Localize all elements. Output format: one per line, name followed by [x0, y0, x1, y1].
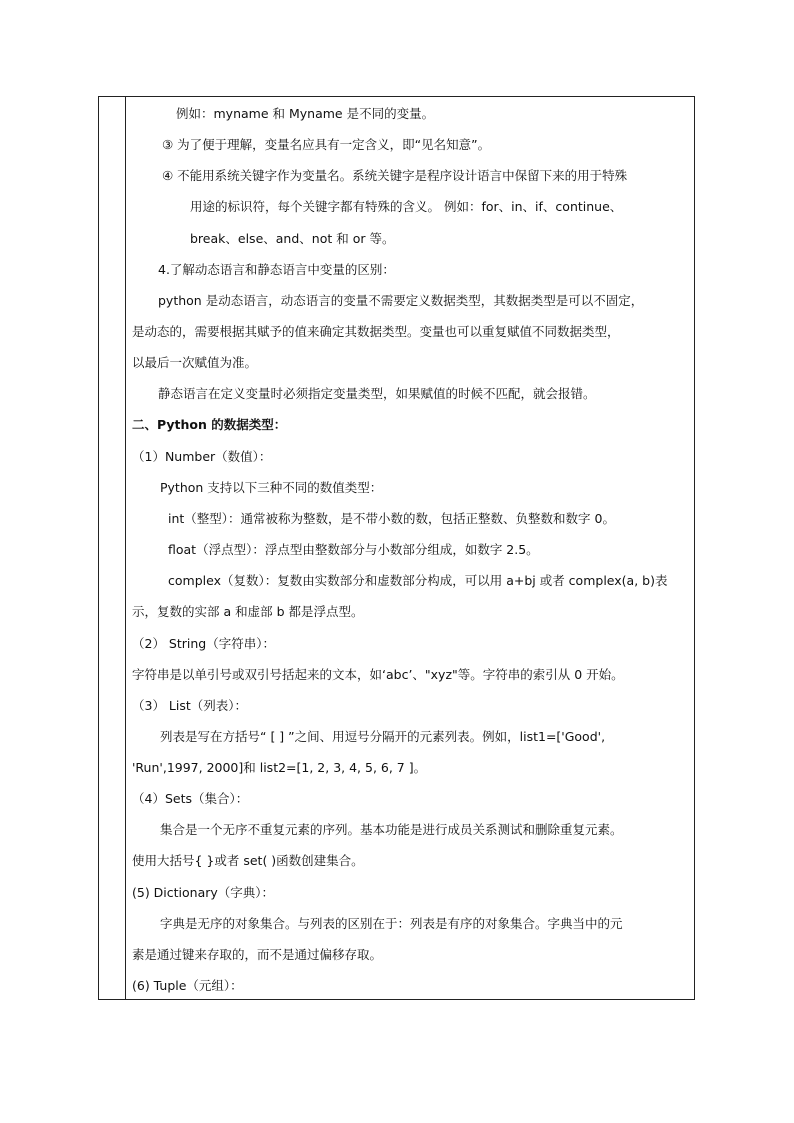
text-line: break、else、and、not 和 or 等。	[190, 231, 395, 246]
subsection-heading: (6) Tuple（元组）：	[132, 978, 243, 993]
subsection-heading: （2） String（字符串）：	[132, 636, 275, 651]
section-heading: 二、Python 的数据类型：	[132, 417, 287, 432]
text-line: 以最后一次赋值为准。	[132, 355, 258, 370]
text-line: complex（复数）：复数由实数部分和虚数部分构成，可以用 a+bj 或者 complex(a, b)表	[168, 573, 668, 588]
text-line: 是动态的，需要根据其赋予的值来确定其数据类型。变量也可以重复赋值不同数据类型，	[132, 324, 620, 339]
text-line: 使用大括号{ }或者 set( )函数创建集合。	[132, 853, 364, 868]
subsection-heading: (5) Dictionary（字典）：	[132, 885, 275, 900]
text-line: 示，复数的实部 a 和虚部 b 都是浮点型。	[132, 604, 364, 619]
text-line: ④ 不能用系统关键字作为变量名。系统关键字是程序设计语言中保留下来的用于特殊	[162, 168, 628, 183]
subsection-heading: （4）Sets（集合）：	[132, 791, 249, 806]
text-line: 字典是无序的对象集合。与列表的区别在于：列表是有序的对象集合。字典当中的元	[160, 916, 623, 931]
text-line: 字符串是以单引号或双引号括起来的文本，如‘abc’、"xyz"等。字符串的索引从 0 开始。	[132, 667, 624, 682]
text-line: 集合是一个无序不重复元素的序列。基本功能是进行成员关系测试和删除重复元素。	[160, 822, 623, 837]
text-line: Python 支持以下三种不同的数值类型：	[160, 480, 383, 495]
text-line: 用途的标识符，每个关键字都有特殊的含义。 例如：for、in、if、continue、	[190, 199, 623, 214]
text-line: 4.了解动态语言和静态语言中变量的区别：	[158, 262, 395, 277]
text-line: ③ 为了便于理解，变量名应具有一定含义，即“见名知意”。	[162, 137, 491, 152]
text-line: python 是动态语言，动态语言的变量不需要定义数据类型，其数据类型是可以不固定，	[158, 293, 644, 308]
text-line: 素是通过键来存取的，而不是通过偏移存取。	[132, 947, 383, 962]
table-left-cell	[99, 97, 126, 999]
text-line: 'Run',1997, 2000]和 list2=[1, 2, 3, 4, 5, 6, 7 ]。	[132, 760, 427, 775]
content-table	[98, 96, 695, 1000]
subsection-heading: （3） List（列表）：	[132, 698, 248, 713]
text-line: 静态语言在定义变量时必须指定变量类型，如果赋值的时候不匹配，就会报错。	[158, 386, 596, 401]
subsection-heading: （1）Number（数值）：	[132, 449, 272, 464]
table-content-cell	[126, 97, 694, 999]
text-line: int（整型）：通常被称为整数，是不带小数的数，包括正整数、负整数和数字 0。	[168, 511, 615, 526]
text-line: 例如：myname 和 Myname 是不同的变量。	[176, 106, 435, 121]
text-line: float（浮点型）：浮点型由整数部分与小数部分组成，如数字 2.5。	[168, 542, 539, 557]
text-line: 列表是写在方括号“ [ ] ”之间、用逗号分隔开的元素列表。例如，list1=['Good',	[160, 729, 606, 744]
